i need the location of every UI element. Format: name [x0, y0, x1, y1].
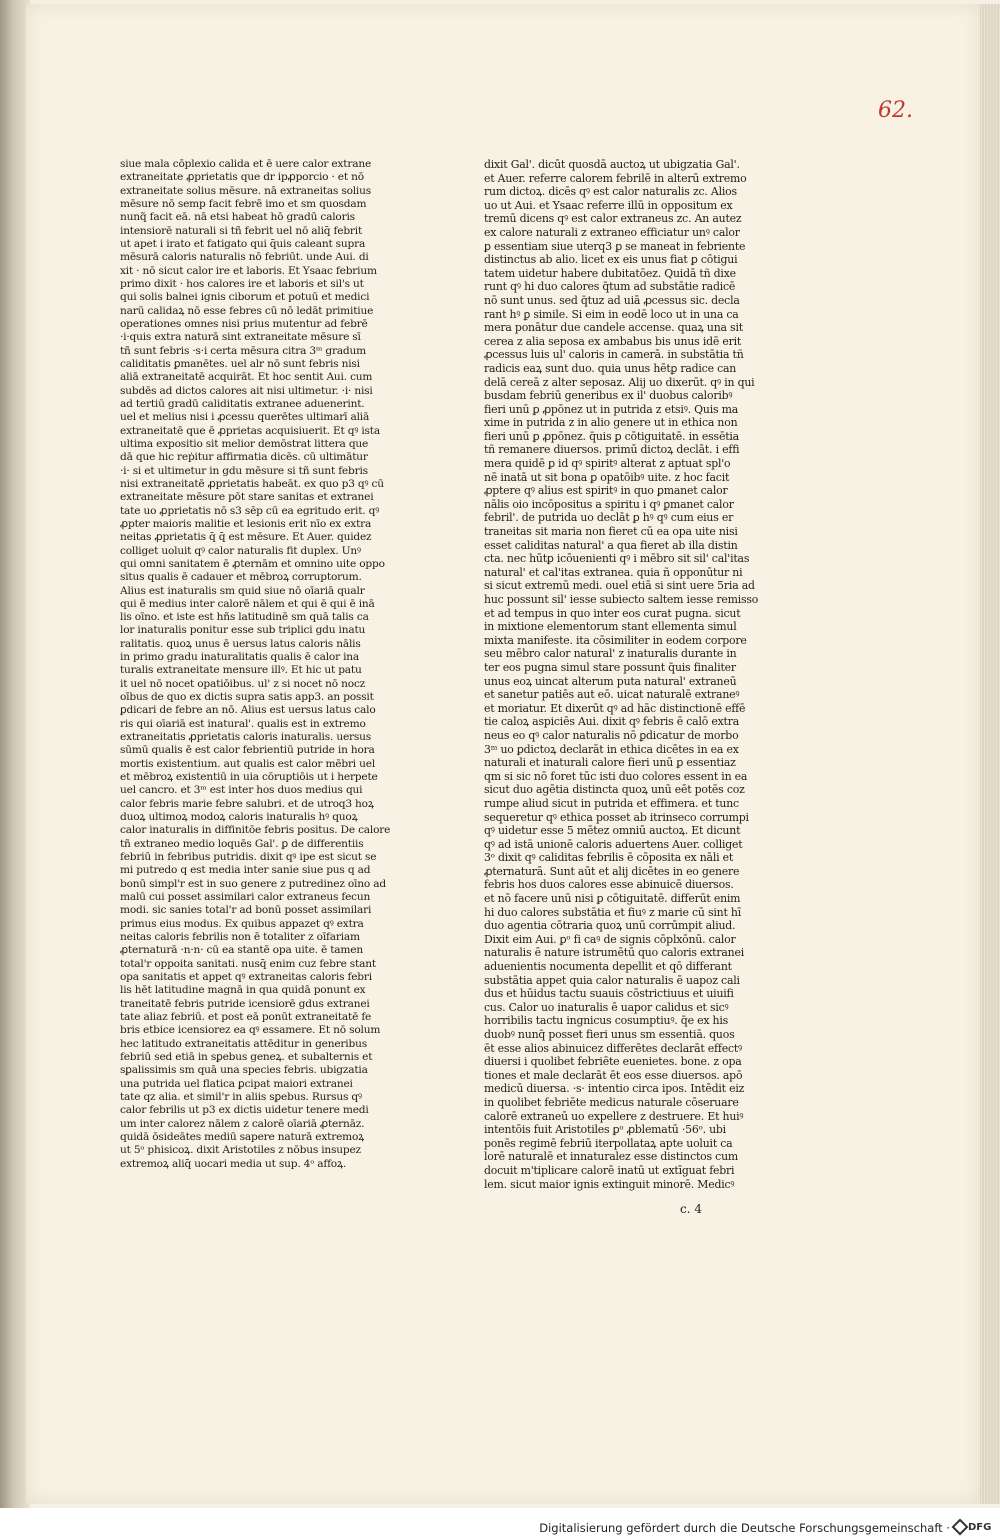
text-line: seu mēbro calor natural' z inaturalis durante in — [484, 647, 737, 661]
text-line: aliā extraneitatē acquirāt. Et hoc sentit Aui. cum — [120, 371, 373, 384]
text-line: traneitatē febris putride icensiorē gdus extranei — [120, 997, 370, 1010]
text-line: operationes omnes nisi prius mutentur ad febrē — [120, 317, 368, 330]
text-line: tie caloꝝ aspiciēs Aui. dixit qꝰ febris ē calō extra — [484, 715, 740, 729]
text-line: situs qualis ē cadauer et mēbroꝝ corruptorum. — [120, 571, 362, 584]
text-line: mēsure nō semp facit febrē imo et sm quosdam — [120, 197, 367, 210]
text-line: in quolibet febriēte medicus naturale cōseruare — [484, 1095, 739, 1109]
text-column-right — [484, 158, 762, 1191]
text-line: tatem uidetur habere dubitatōez. Quidā tñ dixe — [484, 266, 736, 280]
text-line: mixta manifeste. ita cōsimiliter in eodem corpore — [484, 633, 747, 647]
text-line: busdam febriū generibus ex il' duobus caloribꝰ — [484, 389, 733, 403]
text-line: ultima expositio sit melior demōstrat littera que — [120, 437, 369, 450]
text-line: natural' et cal'itas extranea. quia ñ opponūtur ni — [484, 565, 743, 579]
text-line: dixit Gal'. dicūt quosdā auctoꝝ ut ubigzatia Gal'. — [484, 158, 740, 171]
text-line: qm si sic nō foret tūc isti duo colores essent in ea — [484, 769, 748, 783]
text-line: rant hꝰ ꝑ simile. Si eim in eodē loco ut in una ca — [484, 307, 739, 321]
text-line: horribilis tactu ingnicus cosumptiuꝰ. q̄e ex his — [484, 1014, 729, 1028]
text-line: tñ remanere diuersos. primū dictoꝝ declāt. i effi — [484, 443, 740, 457]
text-line: lem. sicut maior ignis extinguit minorē. Medicꝰ — [484, 1177, 735, 1191]
text-line: febril'. de putrida uo declāt ꝑ hꝰ qꝰ cum eius er — [484, 511, 734, 525]
text-line: ralitatis. quoꝝ unus ē uersus latus caloris nālis — [120, 637, 361, 650]
text-line: tremū dicens qꝰ est calor extraneus zc. An autez — [484, 212, 742, 226]
text-line: dā que hic reṗitur affirmatia dicēs. cū ultimātur — [120, 451, 368, 464]
text-line: cerea z alia seposa ex ambabus bis unus idē erit — [484, 334, 742, 348]
text-line: et mēbroꝝ existentiū in uia cōruptiōis ut i herpete — [120, 771, 378, 784]
text-line: duoꝝ ultimoꝝ modoꝝ caloris inaturalis hꝰ quoꝝ — [120, 811, 358, 824]
text-line: primo dixit · hos calores ire et laboris et sil's ut — [120, 277, 364, 290]
text-line: quidā ōsideātes mediū sapere naturā extremoꝝ — [120, 1130, 365, 1143]
text-line: uel et melius nisi i ꝓcessu querētes ultimarī aliā — [120, 411, 370, 424]
text-line: ris qui oīariā est inatural'. qualis est in extremo — [120, 717, 366, 730]
text-line: cus. Calor uo inaturalis ē uapor calidus et sicꝰ — [484, 1000, 729, 1014]
text-line: ter eos pugna simul stare possunt q̄uis finaliter — [484, 660, 736, 674]
page-edges — [980, 4, 1000, 1504]
text-line: calorē extraneū uo expellere z destruere. Et huiꝰ — [484, 1109, 744, 1123]
text-line: extraneitate mēsure pōt stare sanitas et extranei — [120, 491, 374, 504]
text-line: febriū in febribus putridis. dixit qꝰ ipe est sicut se — [120, 851, 377, 864]
text-line: narū calidaꝝ nō esse febres cū nō ledāt primitiue — [120, 304, 374, 317]
funding-credit: Digitalisierung gefördert durch die Deutsche Forschungsgemeinschaft · — [539, 1521, 950, 1535]
text-line: calor febris marie febre salubri. et de utroq3 hoꝝ — [120, 797, 374, 810]
folio-number: 62. — [878, 98, 913, 123]
text-line: total'r oppoita sanitati. nusq̄ enim cuz febre stant — [120, 957, 376, 970]
text-line: duobꝰ nunq̄ posset fieri unus sm essentiā. quos — [484, 1028, 735, 1041]
text-line: Dixit eim Aui. ꝑᵒ fi caꝰ de signis cōplxōnū. calor — [484, 932, 736, 946]
text-line: lorē naturalē et innaturalez esse distinctos cum — [484, 1150, 739, 1164]
text-line: huc possunt sil' iesse subiecto saltem iesse remisso — [484, 593, 759, 606]
text-line: lis oīno. et iste est hñs latitudinē sm quā talis ca — [120, 611, 369, 624]
text-line: qui solis balnei ignis ciborum et potuū et medici — [120, 291, 370, 304]
text-line: mera quidē ꝑ id qꝰ spiritꝰ alterat z aptuat spl'o — [484, 457, 731, 471]
text-line: caliditatis ꝑmanētes. uel alr nō sunt febris nisi — [120, 357, 360, 370]
text-line: nisi extraneitatē ꝓprietatis habeāt. ex quo p3 qꝰ cū — [120, 477, 384, 490]
text-line: mi putredo q est media inter sanie siue pus q ad — [120, 864, 371, 877]
text-line: febris hos duos calores esse abinuicē diuersos. — [484, 878, 734, 892]
text-line: intentōis fuit Aristotiles ꝑᵒ ꝓblematū ·56ᵒ. ubi — [484, 1123, 726, 1137]
text-line: mortis existentium. aut qualis est calor mēbri uel — [120, 757, 376, 770]
text-line: ꝑdicari de febre an nō. Alius est uersus latus calo — [120, 704, 376, 717]
text-line: modi. sic sanies total'r ad bonū posset assimilari — [120, 904, 372, 917]
text-line: ut apet i irato et fatigato qui q̄uis caleant supra — [120, 237, 366, 250]
text-line: sūmū qualis ē est calor febrientiū putride in hora — [120, 744, 375, 757]
text-line: dus et hūidus tactu suauis cōstrictiuus et uiuifi — [484, 987, 734, 1001]
text-line: ꝓpter maioris malitie et lesionis erit nīo ex extra — [120, 517, 372, 530]
text-line: cta. nec hūtꝑ icōuenienti qꝰ i mēbro sit sil' cal'itas — [484, 552, 750, 566]
text-line: ·i· si et ultimetur in gdu mēsure si tñ sunt febris — [120, 464, 368, 477]
text-line: ·i·quis extra naturā sint extraneitate mēsure sī — [120, 331, 361, 344]
text-line: 3ᵐ uo ꝑdictoꝝ declarāt in ethica dicētes in ea ex — [484, 742, 739, 756]
text-line: extraneitate ꝓprietatis que dr ipꝓporcio · et nō — [120, 171, 364, 184]
text-column-left — [120, 158, 392, 1171]
text-line: calor febrilis ut p3 ex dictis uidetur tenere medi — [120, 1104, 369, 1117]
text-line: una putrida uel flatica ꝑcipat maiori extranei — [120, 1077, 353, 1090]
text-line: oībus de quo ex dictis supra satis app3. an possit — [120, 691, 374, 704]
text-line: tñ sunt febris ·s·i certa mēsura citra 3ᵐ gradum — [120, 344, 366, 357]
signature-mark: c. 4 — [680, 1202, 702, 1216]
text-line: medicū diuersa. ·s· intentio circa ipos. Intēdit eiz — [484, 1082, 745, 1096]
dfg-logo-text: DFG — [968, 1521, 992, 1533]
text-line: qꝰ ad istā unionē caloris aduertens Auer. colliget — [484, 837, 743, 851]
text-line: neus eo qꝰ calor naturalis nō ꝑdicatur de morbo — [484, 728, 739, 742]
text-line: naturali et inaturali calore fieri unū ꝑ essentiaz — [484, 756, 736, 770]
text-line: neitas caloris febrilis non ē totaliter z oīfariam — [120, 931, 360, 944]
text-line: naturalis ē nature istrumētū quo caloris extranei — [484, 946, 745, 960]
text-line: hec latitudo extraneitatis attēditur in generibus — [120, 1037, 367, 1050]
text-line: um inter calorez nālem z calorē oīariā ꝓternāz. — [120, 1117, 365, 1130]
text-line: delā cereā z alter seposaz. Alij uo dixerūt. qꝰ in qui — [484, 375, 755, 389]
text-line: in primo gradu inaturalitatis qualis ē calor ina — [120, 651, 360, 664]
text-line: et ad tempus in quo inter eos curat pugna. sicut — [484, 606, 741, 620]
text-line: et sanetur patiēs aut eō. uicat naturalē extraneꝰ — [484, 688, 740, 702]
text-line: subdēs ad dictos calores ait nisi ultimetur. ·i· nisi — [120, 384, 373, 397]
text-line: malū cui posset assimilari calor extraneus fecun — [120, 891, 371, 904]
text-line: sicut duo agētia distincta quoꝝ unū eēt potēs coz — [484, 783, 745, 797]
text-line: xime in putrida z in alio genere ut in ethica non — [484, 416, 738, 430]
text-line: esset caliditas natural' a qua fieret ab illa distin — [484, 538, 738, 552]
text-line: colliget uoluit qꝰ calor naturalis fit duplex. Unꝰ — [120, 544, 361, 557]
text-line: ꝑ essentiam siue uterq3 ꝑ se maneat in febriente — [484, 239, 746, 253]
text-line: ponēs regimē febriū iterpollataꝝ apte uoluit ca — [484, 1136, 733, 1150]
text-line: lor inaturalis ponitur esse sub triplici gdu inatu — [120, 624, 366, 637]
text-line: diuersi i quolibet febriēte euenietes. bone. z opa — [484, 1055, 742, 1069]
text-line: bonū simpl'r est in suo genere z putredinez oīno ad — [120, 877, 386, 890]
text-line: ꝓcessus luis ul' caloris in camerā. in substātia tñ — [484, 348, 744, 362]
text-line: distinctus ab alio. licet ex eis unus fiat ꝑ cōtigui — [484, 253, 738, 267]
dfg-logo — [954, 1519, 994, 1535]
text-line: 3ᵒ dixit qꝰ caliditas febrilis ē cōposita ex nāli et — [484, 851, 734, 865]
text-line: hi duo calores substātia et fiuꝰ z marie cū sint hī — [484, 905, 741, 919]
text-line: sꝑalissimis sm quā una species febris. ubigzatia — [120, 1064, 368, 1077]
text-line: ꝓptere qꝰ alius est spiritꝰ in quo ꝑmanet calor — [484, 484, 728, 498]
text-line: tiones et male declarāt ēt eos esse diuersos. apō — [484, 1068, 743, 1082]
text-line: fieri unū ꝑ ꝓpōnez. q̄uis ꝑ cōtiguitatē. in essētia — [484, 429, 739, 443]
text-line: substātia appet quia calor naturalis ē uapoz cali — [484, 973, 740, 987]
text-line: intensiorē naturali si tñ febrit uel nō aliq̄ febrit — [120, 224, 363, 237]
text-line: tate qz alia. et simil'r in aliis sꝑebus. Rursus qꝰ — [120, 1090, 362, 1103]
text-line: ut 5ᵒ phisicoꝝ. dixit Aristotiles z nōbus insupez — [120, 1144, 361, 1157]
text-line: nō sunt unus. sed q̄tuz ad uiā ꝓcessus sic. decla — [484, 293, 740, 307]
text-line: radicis eaꝝ sunt duo. quia unus hētꝑ radice can — [484, 361, 737, 375]
text-line: febriū sed etiā in sꝑebus geneꝝ. et subalternis et — [120, 1050, 373, 1063]
text-line: nālis oio incōpositus a spiritu i qꝰ ꝑmanet calor — [484, 497, 734, 511]
text-line: si sicut extremū medi. ouel etiā si sint uere 5ria ad — [484, 579, 755, 593]
text-line: runt qꝰ hi duo calores q̄tum ad substātie radicē — [484, 280, 736, 294]
text-line: extremoꝝ aliq̄ uocari media ut sup. 4ᵒ affoꝝ. — [120, 1157, 347, 1170]
text-line: lis hēt latitudine magnā in qua quidā ponunt ex — [120, 984, 366, 997]
text-line: extraneitate solius mēsure. nā extraneitas solius — [120, 184, 371, 197]
text-line: nē inatā ut sit bona ꝑ opatōibꝰ uite. z hoc facit — [484, 470, 730, 484]
text-line: docuit m'tiplicare calorē inatū ut extīguat febri — [484, 1163, 735, 1177]
text-line: turalis extraneitate mensure illꝰ. Et hic ut patu — [120, 664, 362, 677]
text-line: et moriatur. Et dixerūt qꝰ ad hāc distinctionē effē — [484, 701, 746, 715]
text-line: ad tertiū gradū caliditatis extranee aduenerint. — [120, 397, 365, 410]
text-line: mēsurā caloris naturalis nō febriūt. unde Aui. di — [120, 251, 369, 264]
text-line: nunq̃ facit eā. nā etsi habeat hō gradū caloris — [120, 211, 355, 224]
text-line: aduenientis nocumenta depellit et qō differant — [484, 960, 732, 974]
text-line: duo agentia cōtraria quoꝝ unū corrūmpit aliud. — [484, 919, 736, 933]
text-line: ꝓternaturā ·n·n· cū ea stantē opa uite. ē tamen — [120, 944, 363, 957]
text-line: rumpe aliud sicut in putrida et effimera. et tunc — [484, 796, 739, 810]
dfg-logo-icon — [952, 1519, 969, 1536]
text-line: extraneitatē que ē ꝓprietas acquisiuerit. Et qꝰ ista — [120, 424, 380, 437]
text-line: qꝰ uidetur esse 5 mētez omniū auctoꝝ. Et dicunt — [484, 824, 741, 838]
text-line: uel cancro. et 3ᵐ est inter hos duos medius qui — [120, 784, 363, 797]
text-line: xit · nō sicut calor ire et laboris. Et Ysaac febrium — [120, 264, 377, 277]
text-line: calor inaturalis in diffinitōe febris positus. De calore — [120, 824, 391, 837]
text-line: mera ponātur due candele accense. quaꝝ una sit — [484, 321, 743, 335]
text-line: Alius est inaturalis sm quid siue nō oīariā qualr — [120, 584, 365, 597]
text-line: bris etbice icensiorez ea qꝰ essamere. Et nō solum — [120, 1024, 381, 1037]
text-line: in mixtione elementorum stant ellementa simul — [484, 620, 737, 634]
text-line: neitas ꝓprietatis q̄ q̄ est mēsure. Et Auer. quidez — [120, 531, 372, 544]
text-line: uo ut Aui. et Ysaac referre illū in oppositum ex — [484, 198, 733, 212]
text-line: extraneitatis ꝓprietatis caloris inaturalis. uersus — [120, 731, 371, 744]
text-line: siue mala cōplexio calida et ē uere calor extrane — [120, 158, 372, 170]
text-line: tate uo ꝓprietatis nō s3 sēp cū ea egritudo erit. qꝰ — [120, 504, 380, 517]
text-line: rum dictoꝝ. dicēs qꝰ est calor naturalis zc. Alios — [484, 185, 737, 199]
text-line: unus eoꝝ uincat alterum puta natural' extraneū — [484, 674, 737, 688]
text-line: fieri unū ꝑ ꝓpōnez ut in putrida z etsiꝰ. Quis ma — [484, 402, 739, 416]
text-line: sequeretur qꝰ ethica posset ab itrinseco corrumpi — [484, 810, 749, 824]
text-line: qui omni sanitatem ē ꝓternām et omnino uite oppo — [120, 557, 385, 570]
text-line: traneitas sit maria non fieret cū ea opa uite nisi — [484, 525, 738, 539]
text-line: tate aliaz febriū. et post eā ponūt extraneitatē fe — [120, 1011, 372, 1023]
text-line: tñ extraneo medio loquēs Gal'. ꝑ de differentiis — [120, 837, 364, 850]
text-line: ex calore naturali z extraneo efficiatur unꝰ calor — [484, 225, 740, 239]
text-line: ꝓternaturā. Sunt aūt et alij dicētes in eo genere — [484, 864, 740, 878]
text-line: opa sanitatis et appet qꝰ extraneitas caloris febri — [120, 971, 372, 984]
text-line: primus eius modus. Ex quibus appazet qꝰ extra — [120, 917, 364, 930]
text-line: it uel nō nocet opatiōibus. ul' z si nocet nō nocz — [120, 677, 366, 690]
text-line: et nō facere unū nisi ꝑ cōtiguitatē. differūt enim — [484, 892, 741, 906]
text-line: qui ē medius inter calorē nālem et qui ē qui ē inā — [120, 597, 375, 610]
text-line: et Auer. referre calorem febrilē in alterū extremo — [484, 171, 747, 185]
text-line: ēt esse alios abinuicez differētes declarāt effectꝰ — [484, 1041, 742, 1055]
